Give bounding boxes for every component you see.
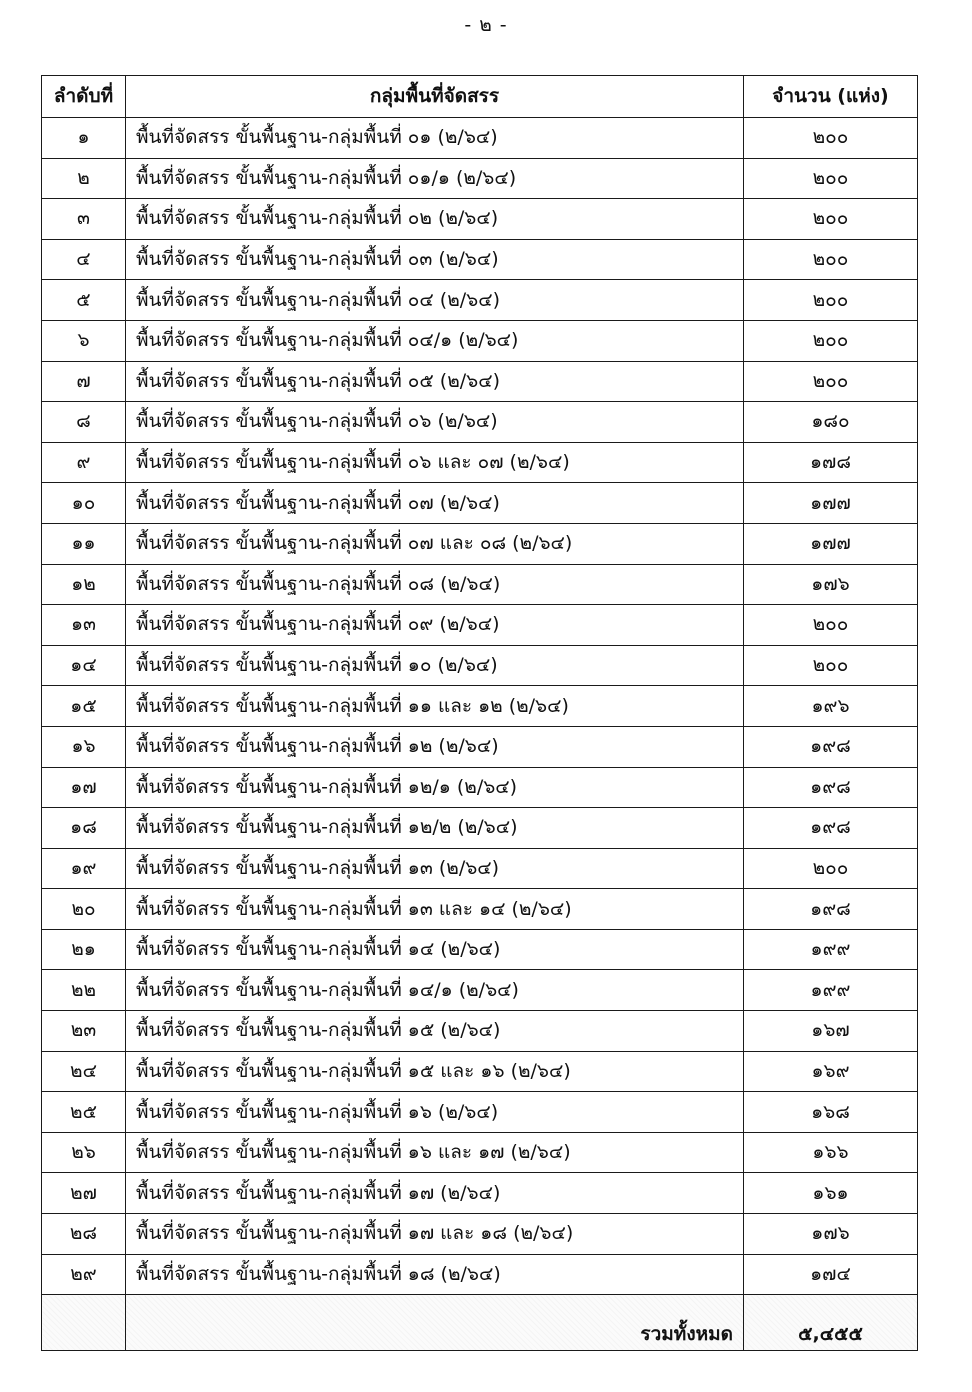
- row-index: ๒๑: [42, 929, 126, 970]
- row-quantity: ๑๖๖: [744, 1132, 918, 1173]
- row-group: พื้นที่จัดสรร ขั้นพื้นฐาน-กลุ่มพื้นที่ ๑๔ (๒/๖๔): [126, 929, 744, 970]
- table-row: [42, 1132, 918, 1173]
- table-row: [42, 767, 918, 808]
- row-group: พื้นที่จัดสรร ขั้นพื้นฐาน-กลุ่มพื้นที่ ๑๗ และ ๑๘ (๒/๖๔): [126, 1214, 744, 1255]
- row-quantity: ๒๐๐: [744, 645, 918, 686]
- row-quantity: ๒๐๐: [744, 118, 918, 159]
- row-group: พื้นที่จัดสรร ขั้นพื้นฐาน-กลุ่มพื้นที่ ๐๗ และ ๐๘ (๒/๖๔): [126, 523, 744, 564]
- allocation-table: [41, 75, 918, 1351]
- row-quantity: ๑๗๔: [744, 1254, 918, 1295]
- table-row: [42, 645, 918, 686]
- total-empty-cell: [42, 1295, 126, 1351]
- row-index: ๒: [42, 158, 126, 199]
- row-group: พื้นที่จัดสรร ขั้นพื้นฐาน-กลุ่มพื้นที่ ๑๗ (๒/๖๔): [126, 1173, 744, 1214]
- header-quantity: จำนวน (แห่ง): [744, 76, 918, 118]
- table-row: [42, 239, 918, 280]
- row-group: พื้นที่จัดสรร ขั้นพื้นฐาน-กลุ่มพื้นที่ ๑๓ และ ๑๔ (๒/๖๔): [126, 889, 744, 930]
- row-index: ๕: [42, 280, 126, 321]
- row-quantity: ๑๙๙: [744, 970, 918, 1011]
- row-quantity: ๒๐๐: [744, 361, 918, 402]
- row-index: ๒๕: [42, 1092, 126, 1133]
- table-row: [42, 523, 918, 564]
- row-group: พื้นที่จัดสรร ขั้นพื้นฐาน-กลุ่มพื้นที่ ๐๔/๑ (๒/๖๔): [126, 320, 744, 361]
- row-group: พื้นที่จัดสรร ขั้นพื้นฐาน-กลุ่มพื้นที่ ๑๖ และ ๑๗ (๒/๖๔): [126, 1132, 744, 1173]
- row-quantity: ๑๗๖: [744, 1214, 918, 1255]
- row-group: พื้นที่จัดสรร ขั้นพื้นฐาน-กลุ่มพื้นที่ ๑๒/๒ (๒/๖๔): [126, 808, 744, 849]
- row-group: พื้นที่จัดสรร ขั้นพื้นฐาน-กลุ่มพื้นที่ ๐๖ (๒/๖๔): [126, 402, 744, 443]
- table-row: [42, 1173, 918, 1214]
- row-index: ๒๙: [42, 1254, 126, 1295]
- row-quantity: ๑๖๗: [744, 1011, 918, 1052]
- row-index: ๒๘: [42, 1214, 126, 1255]
- total-row: [42, 1295, 918, 1351]
- row-group: พื้นที่จัดสรร ขั้นพื้นฐาน-กลุ่มพื้นที่ ๑๕ (๒/๖๔): [126, 1011, 744, 1052]
- page-number: - ๒ -: [464, 14, 508, 36]
- row-index: ๖: [42, 320, 126, 361]
- row-index: ๑๒: [42, 564, 126, 605]
- table-row: [42, 199, 918, 240]
- row-quantity: ๑๙๘: [744, 889, 918, 930]
- row-group: พื้นที่จัดสรร ขั้นพื้นฐาน-กลุ่มพื้นที่ ๑๓ (๒/๖๔): [126, 848, 744, 889]
- row-group: พื้นที่จัดสรร ขั้นพื้นฐาน-กลุ่มพื้นที่ ๑๐ (๒/๖๔): [126, 645, 744, 686]
- row-quantity: ๒๐๐: [744, 199, 918, 240]
- row-quantity: ๑๘๐: [744, 402, 918, 443]
- row-quantity: ๒๐๐: [744, 280, 918, 321]
- table-row: [42, 280, 918, 321]
- table-row: [42, 442, 918, 483]
- table-row: [42, 848, 918, 889]
- row-index: ๒๗: [42, 1173, 126, 1214]
- table-row: [42, 1011, 918, 1052]
- table-row: [42, 1051, 918, 1092]
- table-body: [42, 118, 918, 1295]
- row-quantity: ๒๐๐: [744, 239, 918, 280]
- header-index: ลำดับที่: [42, 76, 126, 118]
- row-group: พื้นที่จัดสรร ขั้นพื้นฐาน-กลุ่มพื้นที่ ๐๑ (๒/๖๔): [126, 118, 744, 159]
- row-index: ๗: [42, 361, 126, 402]
- row-index: ๑๕: [42, 686, 126, 727]
- row-index: ๙: [42, 442, 126, 483]
- row-index: ๑๔: [42, 645, 126, 686]
- table-row: [42, 483, 918, 524]
- header-group: กลุ่มพื้นที่จัดสรร: [126, 76, 744, 118]
- row-group: พื้นที่จัดสรร ขั้นพื้นฐาน-กลุ่มพื้นที่ ๐๑/๑ (๒/๖๔): [126, 158, 744, 199]
- row-quantity: ๑๙๙: [744, 929, 918, 970]
- row-group: พื้นที่จัดสรร ขั้นพื้นฐาน-กลุ่มพื้นที่ ๑๖ (๒/๖๔): [126, 1092, 744, 1133]
- row-quantity: ๑๗๗: [744, 483, 918, 524]
- row-quantity: ๑๗๗: [744, 523, 918, 564]
- row-index: ๘: [42, 402, 126, 443]
- row-quantity: ๑๖๑: [744, 1173, 918, 1214]
- row-group: พื้นที่จัดสรร ขั้นพื้นฐาน-กลุ่มพื้นที่ ๐๙ (๒/๖๔): [126, 605, 744, 646]
- row-group: พื้นที่จัดสรร ขั้นพื้นฐาน-กลุ่มพื้นที่ ๐๘ (๒/๖๔): [126, 564, 744, 605]
- row-quantity: ๒๐๐: [744, 158, 918, 199]
- row-quantity: ๑๖๘: [744, 1092, 918, 1133]
- row-index: ๒๒: [42, 970, 126, 1011]
- row-index: ๑๐: [42, 483, 126, 524]
- table-row: [42, 118, 918, 159]
- table-row: [42, 889, 918, 930]
- row-index: ๒๐: [42, 889, 126, 930]
- total-label: รวมทั้งหมด: [126, 1295, 744, 1351]
- row-group: พื้นที่จัดสรร ขั้นพื้นฐาน-กลุ่มพื้นที่ ๐๕ (๒/๖๔): [126, 361, 744, 402]
- row-group: พื้นที่จัดสรร ขั้นพื้นฐาน-กลุ่มพื้นที่ ๐๖ และ ๐๗ (๒/๖๔): [126, 442, 744, 483]
- table-row: [42, 929, 918, 970]
- table-row: [42, 1092, 918, 1133]
- row-index: ๑๙: [42, 848, 126, 889]
- table-row: [42, 1254, 918, 1295]
- table-row: [42, 686, 918, 727]
- row-index: ๒๓: [42, 1011, 126, 1052]
- table-header-row: [42, 76, 918, 118]
- row-group: พื้นที่จัดสรร ขั้นพื้นฐาน-กลุ่มพื้นที่ ๐๒ (๒/๖๔): [126, 199, 744, 240]
- row-quantity: ๑๙๖: [744, 686, 918, 727]
- row-group: พื้นที่จัดสรร ขั้นพื้นฐาน-กลุ่มพื้นที่ ๑๒ (๒/๖๔): [126, 726, 744, 767]
- row-group: พื้นที่จัดสรร ขั้นพื้นฐาน-กลุ่มพื้นที่ ๑๑ และ ๑๒ (๒/๖๔): [126, 686, 744, 727]
- row-index: ๑๓: [42, 605, 126, 646]
- row-group: พื้นที่จัดสรร ขั้นพื้นฐาน-กลุ่มพื้นที่ ๑๕ และ ๑๖ (๒/๖๔): [126, 1051, 744, 1092]
- table-row: [42, 402, 918, 443]
- row-quantity: ๒๐๐: [744, 605, 918, 646]
- row-quantity: ๑๙๘: [744, 808, 918, 849]
- table-row: [42, 726, 918, 767]
- row-index: ๑๗: [42, 767, 126, 808]
- row-index: ๑๖: [42, 726, 126, 767]
- total-value: ๕,๔๕๕: [744, 1295, 918, 1351]
- row-index: ๒๔: [42, 1051, 126, 1092]
- table-row: [42, 808, 918, 849]
- row-index: ๒๖: [42, 1132, 126, 1173]
- row-index: ๔: [42, 239, 126, 280]
- row-group: พื้นที่จัดสรร ขั้นพื้นฐาน-กลุ่มพื้นที่ ๑๘ (๒/๖๔): [126, 1254, 744, 1295]
- row-group: พื้นที่จัดสรร ขั้นพื้นฐาน-กลุ่มพื้นที่ ๑๒/๑ (๒/๖๔): [126, 767, 744, 808]
- row-index: ๑: [42, 118, 126, 159]
- row-index: ๑๑: [42, 523, 126, 564]
- row-group: พื้นที่จัดสรร ขั้นพื้นฐาน-กลุ่มพื้นที่ ๐๔ (๒/๖๔): [126, 280, 744, 321]
- table-row: [42, 564, 918, 605]
- table-row: [42, 970, 918, 1011]
- table-row: [42, 1214, 918, 1255]
- row-group: พื้นที่จัดสรร ขั้นพื้นฐาน-กลุ่มพื้นที่ ๑๔/๑ (๒/๖๔): [126, 970, 744, 1011]
- row-quantity: ๑๗๖: [744, 564, 918, 605]
- table-row: [42, 158, 918, 199]
- row-quantity: ๒๐๐: [744, 320, 918, 361]
- row-group: พื้นที่จัดสรร ขั้นพื้นฐาน-กลุ่มพื้นที่ ๐๗ (๒/๖๔): [126, 483, 744, 524]
- row-index: ๓: [42, 199, 126, 240]
- row-quantity: ๑๗๘: [744, 442, 918, 483]
- table-row: [42, 361, 918, 402]
- row-quantity: ๑๙๘: [744, 767, 918, 808]
- row-quantity: ๑๖๙: [744, 1051, 918, 1092]
- table-row: [42, 320, 918, 361]
- row-quantity: ๑๙๘: [744, 726, 918, 767]
- row-index: ๑๘: [42, 808, 126, 849]
- row-quantity: ๒๐๐: [744, 848, 918, 889]
- table-row: [42, 605, 918, 646]
- row-group: พื้นที่จัดสรร ขั้นพื้นฐาน-กลุ่มพื้นที่ ๐๓ (๒/๖๔): [126, 239, 744, 280]
